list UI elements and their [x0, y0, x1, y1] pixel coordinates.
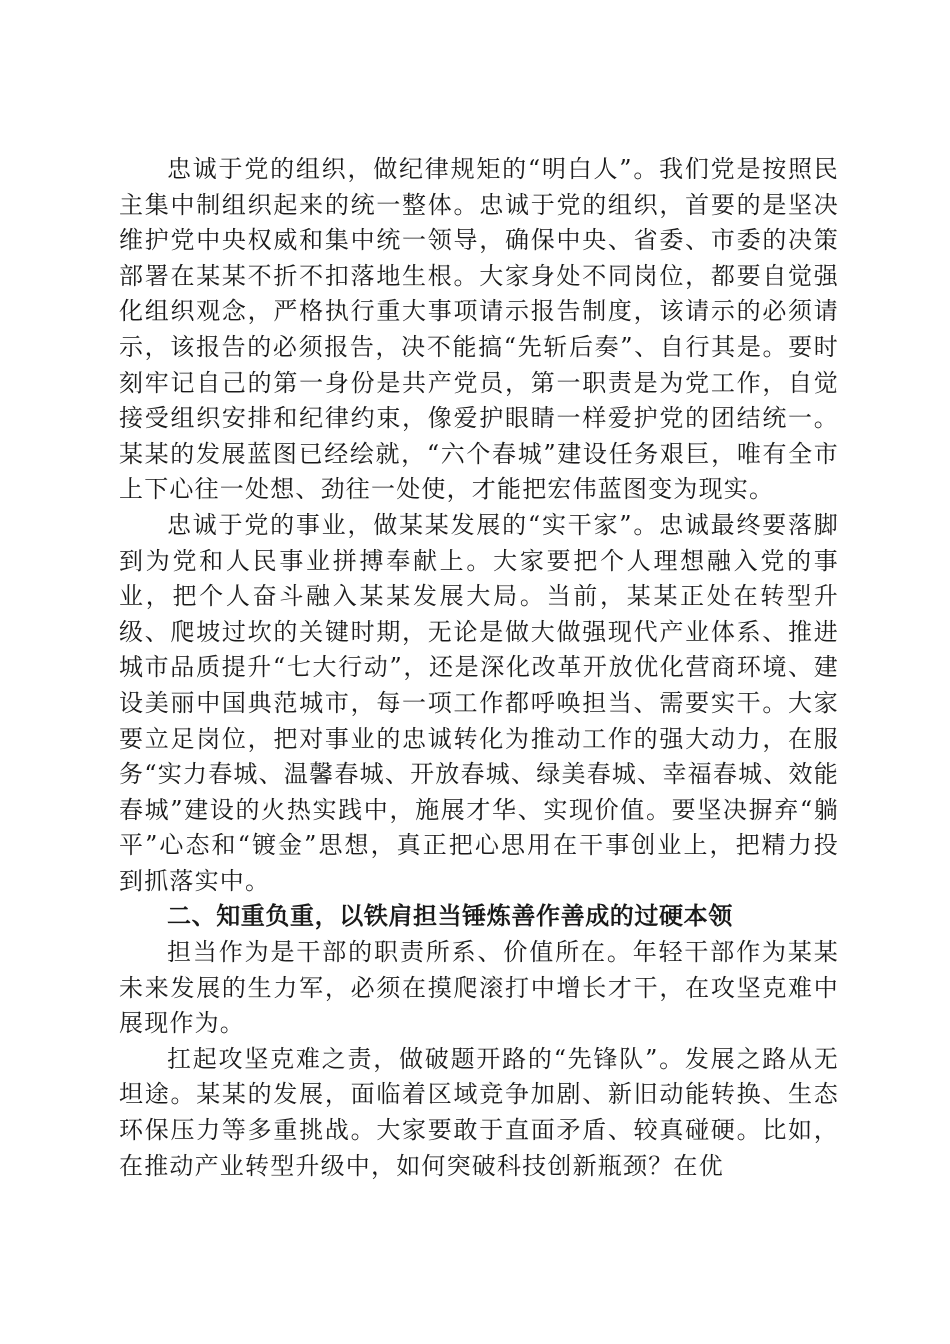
section-heading-responsibility: 二、知重负重，以铁肩担当锤炼善作善成的过硬本领: [167, 902, 733, 931]
paragraph-organization-loyalty: 忠诚于党的组织，做纪律规矩的“明白人”。我们党是按照民主集中制组织起来的统一整体。忠诚于党的组织，首要的是坚决维护党中央权威和集中统一领导，确保中央、省委、市委的决策部署在某某不折不扣落地生根。大家身处不同岗位，都要自觉强化组织观念，严格执行重大事项请示报告制度，该请示的必须请示，该报告的必须报告，决不能搞“先斩后奏”、自行其是。要时刻牢记自己的第一身份是共产党员，第一职责是为党工作，自觉接受组织安排和纪律约束，像爱护眼睛一样爱护党的团结统一。某某的发展蓝图已经绘就，“六个春城”建设任务艰巨，唯有全市上下心往一处想、劲往一处使，才能把宏伟蓝图变为现实。: [119, 155, 839, 504]
document-body: [119, 152, 839, 1184]
paragraph-responsibility-intro: 担当作为是干部的职责所系、价值所在。年轻干部作为某某未来发展的生力军，必须在摸爬滚打中增长才干，在攻坚克难中展现作为。: [119, 938, 839, 1038]
paragraph-vanguard: 扛起攻坚克难之责，做破题开路的“先锋队”。发展之路从无坦途。某某的发展，面临着区域竞争加剧、新旧动能转换、生态环保压力等多重挑战。大家要敢于直面矛盾、较真碰硬。比如，在推动产业转型升级中，如何突破科技创新瓶颈？在优: [119, 1044, 839, 1180]
paragraph-career-loyalty: 忠诚于党的事业，做某某发展的“实干家”。忠诚最终要落脚到为党和人民事业拼搏奉献上。大家要把个人理想融入党的事业，把个人奋斗融入某某发展大局。当前，某某正处在转型升级、爬坡过坎的关键时期，无论是做大做强现代产业体系、推进城市品质提升“七大行动”，还是深化改革开放优化营商环境、建设美丽中国典范城市，每一项工作都呼唤担当、需要实干。大家要立足岗位，把对事业的忠诚转化为推动工作的强大动力，在服务“实力春城、温馨春城、开放春城、绿美春城、幸福春城、效能春城”建设的火热实践中，施展才华、实现价值。要坚决摒弃“躺平”心态和“镀金”思想，真正把心思用在干事创业上，把精力投到抓落实中。: [119, 510, 839, 895]
